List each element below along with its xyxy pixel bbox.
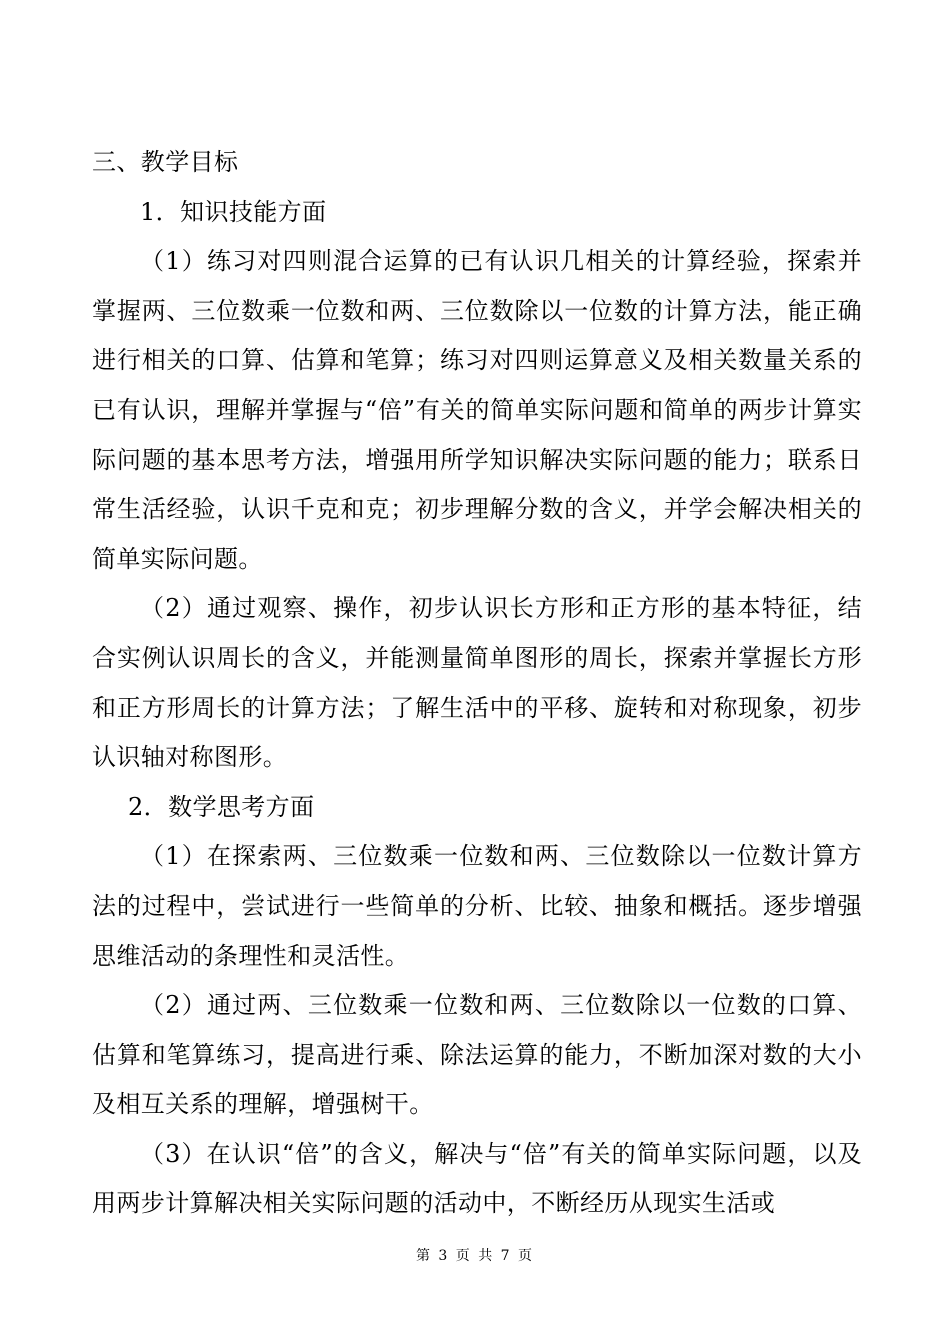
section-heading: 三、教学目标 bbox=[92, 148, 239, 176]
document-body bbox=[92, 138, 862, 1229]
paragraph: （2）通过两、三位数乘一位数和两、三位数除以一位数的口算、估算和笔算练习，提高进行乘、除法运算的能力，不断加深对数的大小及相互关系的理解，增强树干。 bbox=[92, 991, 862, 1119]
subsection-title-math-thinking: 2．数学思考方面 bbox=[128, 792, 315, 821]
page-number-footer: 第 3 页 共 7 页 bbox=[415, 1248, 535, 1264]
paragraph: （3）在认识“倍”的含义，解决与“倍”有关的简单实际问题，以及用两步计算解决相关实际问题的活动中，不断经历从现实生活或 bbox=[92, 1139, 862, 1218]
paragraph: （1）在探索两、三位数乘一位数和两、三位数除以一位数计算方法的过程中，尝试进行一些简单的分析、比较、抽象和概括。逐步增强思维活动的条理性和灵活性。 bbox=[92, 842, 862, 970]
paragraph: （1）练习对四则混合运算的已有认识几相关的计算经验，探索并掌握两、三位数乘一位数和两、三位数除以一位数的计算方法，能正确进行相关的口算、估算和笔算；练习对四则运算意义及相关数量关系的已有认识，理解并掌握与“倍”有关的简单实际问题和简单的两步计算实际问题的基本思考方法，增强用所学知识解决实际问题的能力；联系日常生活经验，认识千克和克；初步理解分数的含义，并学会解决相关的简单实际问题。 bbox=[92, 247, 862, 573]
subsection-title-knowledge-skills: 1．知识技能方面 bbox=[140, 197, 327, 226]
paragraph: （2）通过观察、操作，初步认识长方形和正方形的基本特征，结合实例认识周长的含义，并能测量简单图形的周长，探索并掌握长方形和正方形周长的计算方法；了解生活中的平移、旋转和对称现象，初步认识轴对称图形。 bbox=[92, 594, 862, 772]
